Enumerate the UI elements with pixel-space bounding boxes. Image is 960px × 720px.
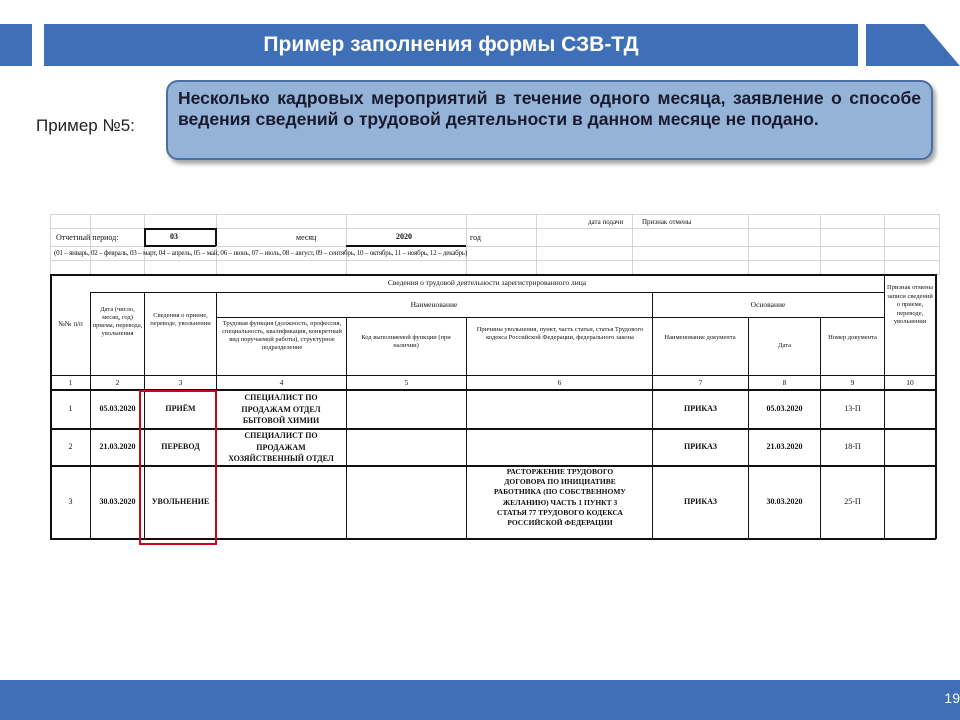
slide-title: Пример заполнения формы СЗВ-ТД <box>44 24 858 66</box>
row-3-reason: РАСТОРЖЕНИЕ ТРУДОВОГО ДОГОВОРА ПО ИНИЦИАТИВЕ РАБОТНИКА (ПО СОБСТВЕННОМУ ЖЕЛАНИЮ) ЧАСТЬ 1 ПУНКТ 3 СТАТЬЯ 77 ТРУДОВОГО КОДЕКСА РОССИЙСКОЙ ФЕДЕРАЦИИ <box>494 467 626 528</box>
form-submit-date-label: дата подачи <box>588 218 624 226</box>
row-3-doc: ПРИКАЗ <box>684 497 717 506</box>
col-header-date: Дата (число, месяц, год) приема, перевода, увольнения <box>92 306 143 337</box>
header-left-block <box>0 24 32 66</box>
note-text: Несколько кадровых мероприятий в течение одного месяца, заявление о способе ведения сведений о трудовой деятельности в данном месяце не подано. <box>178 88 921 129</box>
col-header-info: Сведения о приеме, переводе, увольнении <box>150 312 211 327</box>
col-number: 6 <box>557 378 562 387</box>
year-label: год <box>470 233 481 242</box>
col-header-cancel: Признак отмены записи сведений о приеме, переводе, увольнении <box>887 284 933 325</box>
period-year-value: 2020 <box>396 232 412 241</box>
col-number: 1 <box>68 378 73 387</box>
col-header-doc-num: Номер документа <box>828 334 877 341</box>
highlight-event-column <box>139 390 217 545</box>
col-header-doc-name: Наименование документа <box>664 334 736 341</box>
note-callout <box>166 80 933 160</box>
example-label: Пример №5: <box>36 116 135 135</box>
row-2-doc-date: 21.03.2020 <box>766 442 803 451</box>
row-2-event: ПЕРЕВОД <box>161 442 200 451</box>
row-1-doc-no: 13-П <box>844 404 861 413</box>
row-1-position: СПЕЦИАЛИСТ ПО ПРОДАЖАМ ОТДЕЛ БЫТОВОЙ ХИМИИ <box>241 393 321 425</box>
row-2-doc-no: 18-П <box>844 442 861 451</box>
row-1-event: ПРИЁМ <box>165 404 196 413</box>
row-3-doc-date: 30.03.2020 <box>766 497 803 506</box>
col-number: 10 <box>906 378 914 387</box>
col-number: 4 <box>279 378 284 387</box>
form-cancel-flag-label: Признак отмены <box>642 218 692 226</box>
month-label: месяц <box>296 233 317 242</box>
col-number: 7 <box>698 378 703 387</box>
footer-bar <box>0 680 960 720</box>
col-header-reason: Причины увольнения, пункт, часть статьи, статья Трудового кодекса Российской Федерации, федерального закона <box>476 326 644 341</box>
page-number: 19 <box>944 690 960 706</box>
header-right-block <box>866 24 960 66</box>
row-3-doc-no: 25-П <box>844 497 861 506</box>
row-3-date: 30.03.2020 <box>99 497 136 506</box>
row-3-num: 3 <box>68 497 73 506</box>
col-header-doc-date: Дата <box>778 342 791 349</box>
row-2-date: 21.03.2020 <box>99 442 136 451</box>
row-2-position: СПЕЦИАЛИСТ ПО ПРОДАЖАМ ХОЗЯЙСТВЕННЫЙ ОТДЕЛ <box>228 431 334 463</box>
col-number: 9 <box>850 378 855 387</box>
col-header-name-group: Наименование <box>410 300 458 309</box>
row-3-event: УВОЛЬНЕНИЕ <box>151 497 210 506</box>
period-label: Отчетный период: <box>56 233 119 242</box>
period-month-value: 03 <box>170 232 178 241</box>
section-title: Сведения о трудовой деятельности зарегистрированного лица <box>387 278 587 287</box>
col-header-function: Трудовая функция (должность, профессия, специальность, квалификация, конкретный вид поручаемой работы), структурное подразделение <box>222 320 342 351</box>
row-2-num: 2 <box>68 442 73 451</box>
col-header-num: №№ п/п <box>58 320 83 328</box>
row-1-doc-date: 05.03.2020 <box>766 404 803 413</box>
col-number: 3 <box>178 378 183 387</box>
row-2-doc: ПРИКАЗ <box>684 442 717 451</box>
row-1-date: 05.03.2020 <box>99 404 136 413</box>
col-number: 2 <box>115 378 120 387</box>
months-hint: (01 – январь, 02 – февраль, 03 – март, 04 – апрель, 05 – май, 06 – июнь, 07 – июль, 08 – август, 09 – сентябрь, 10 – октябрь, 11 – ноябрь, 12 – декабрь) <box>54 249 467 257</box>
col-number: 5 <box>404 378 409 387</box>
col-number: 8 <box>782 378 787 387</box>
col-header-basis-group: Основание <box>750 300 786 309</box>
row-1-num: 1 <box>68 404 73 413</box>
row-1-doc: ПРИКАЗ <box>684 404 717 413</box>
szv-td-form <box>50 214 940 542</box>
col-header-code: Код выполняемой функции (при наличии) <box>361 334 451 349</box>
